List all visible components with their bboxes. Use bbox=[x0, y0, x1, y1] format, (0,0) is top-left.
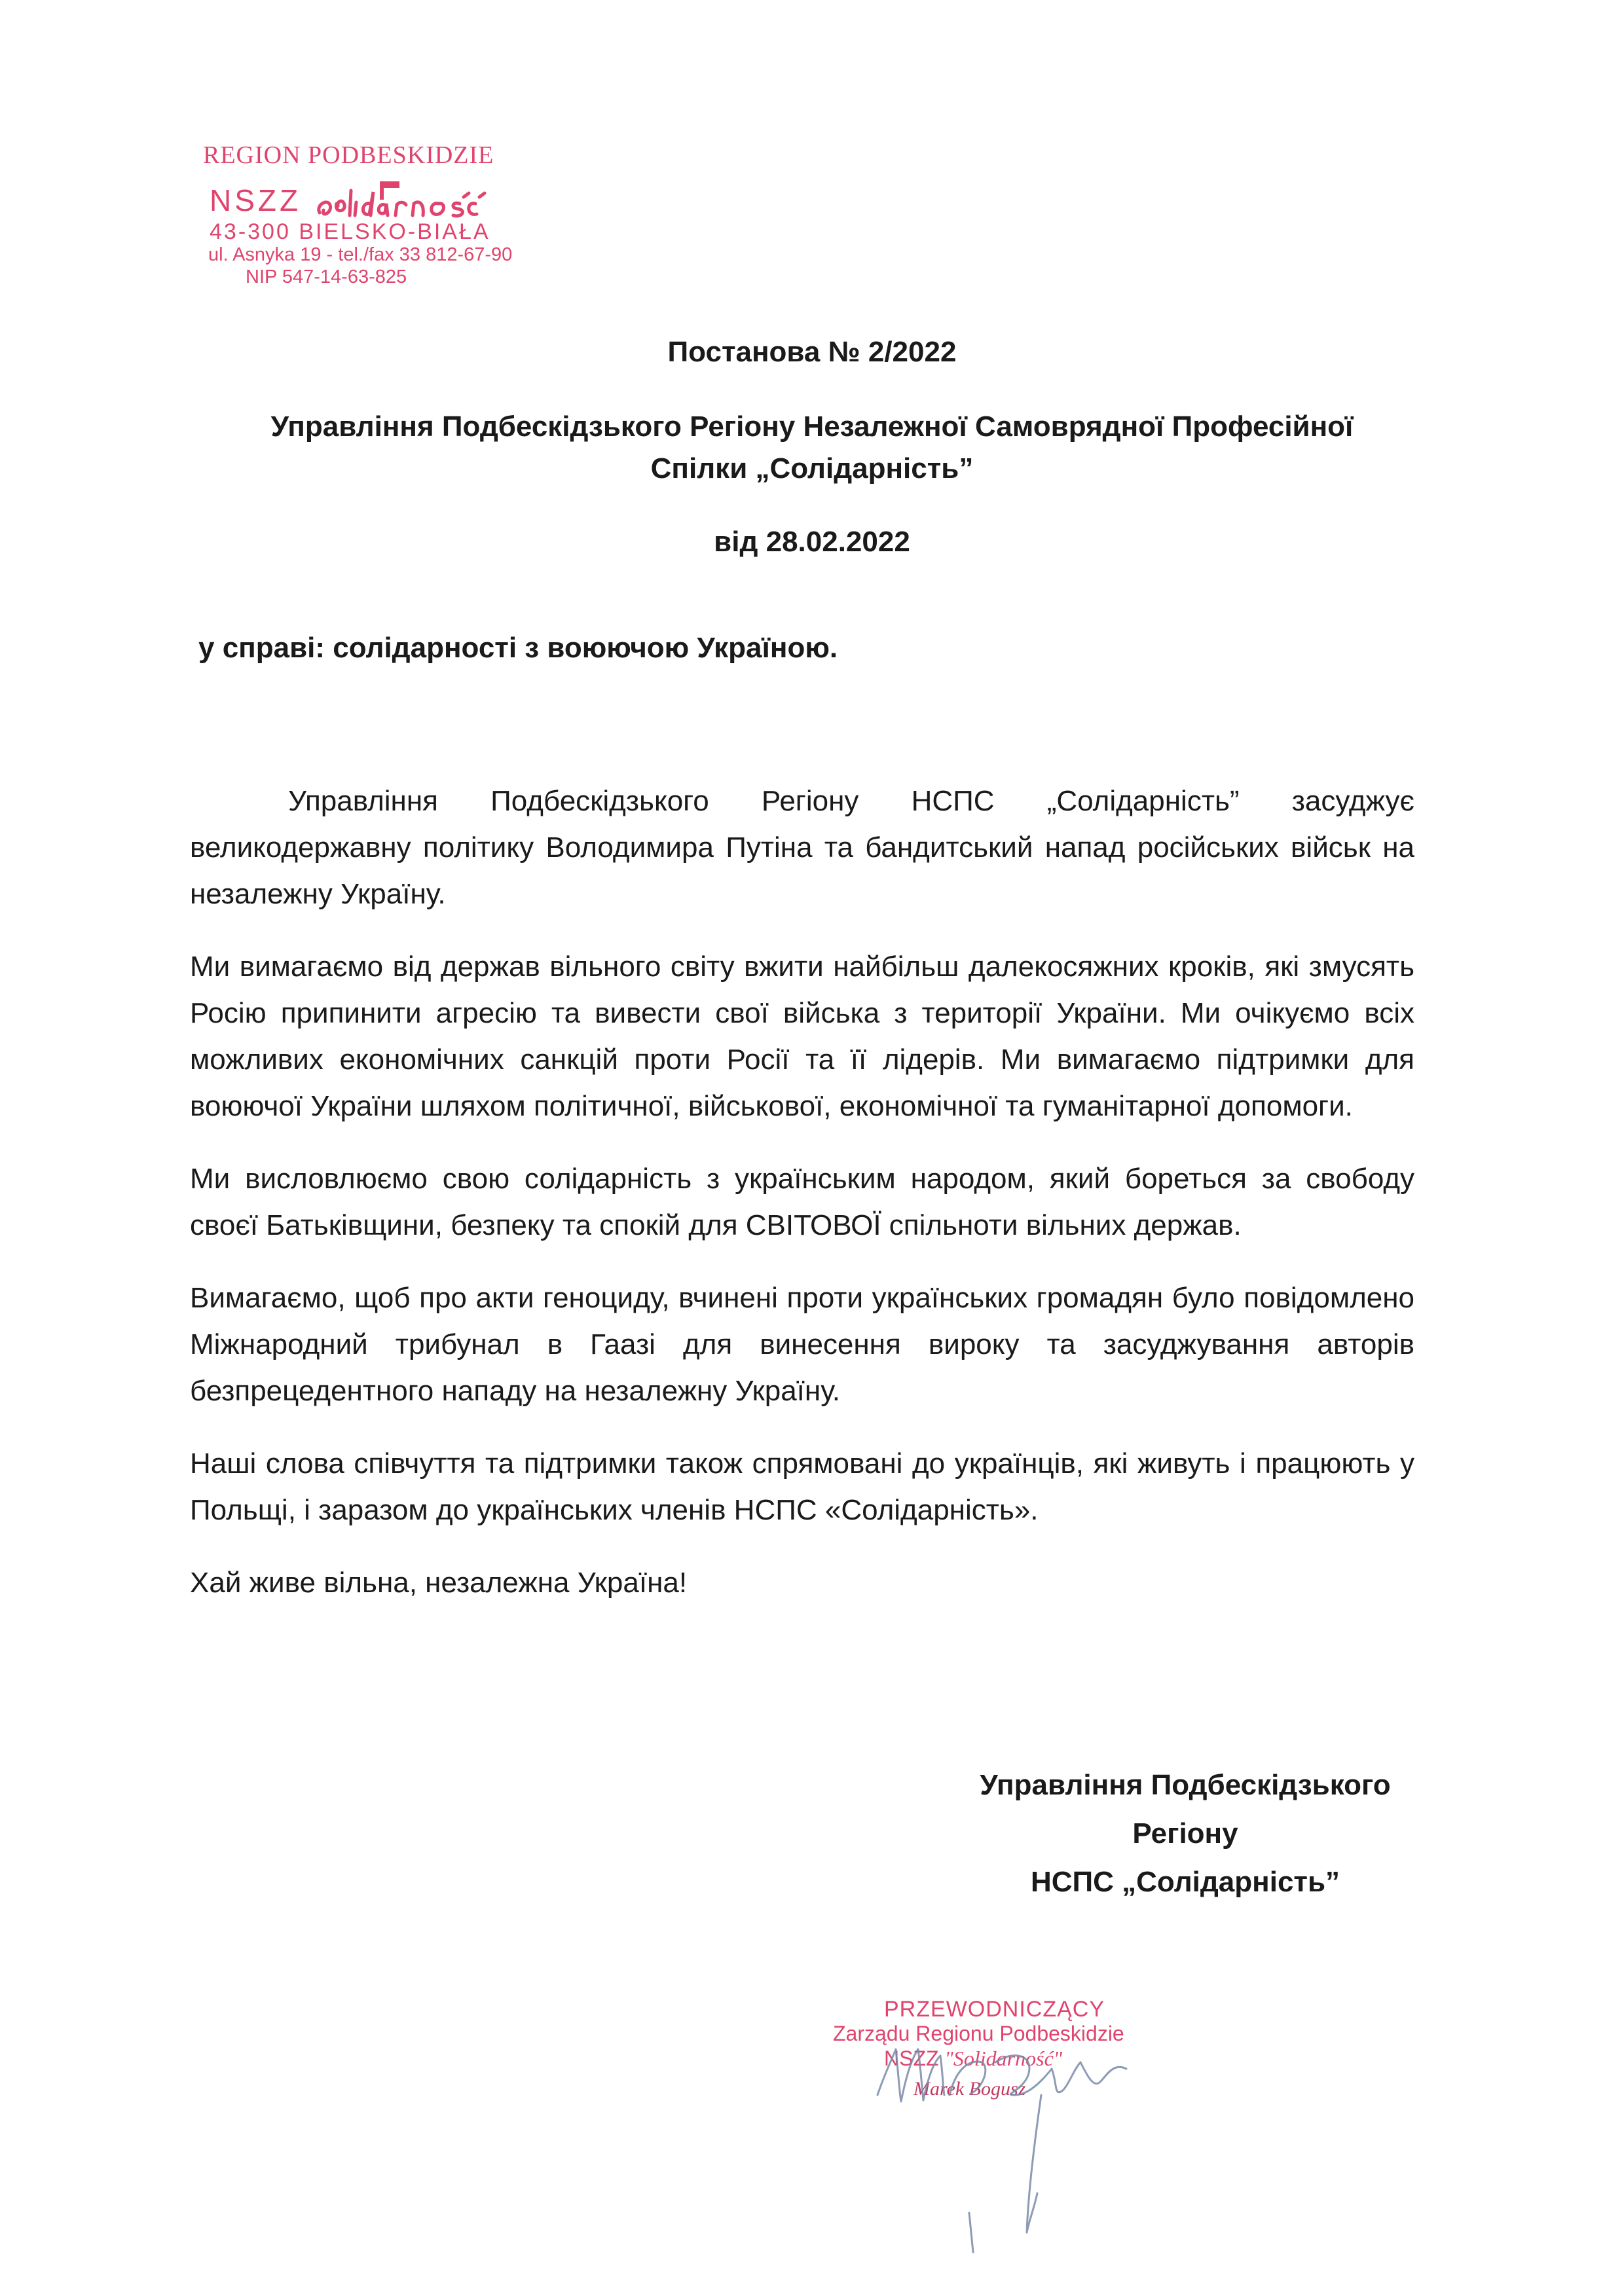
document-body bbox=[190, 778, 1414, 1606]
organization-name-line2: Спілки „Солідарність” bbox=[650, 452, 974, 484]
solidarnosc-logo bbox=[314, 179, 504, 225]
document-subject: у справі: солідарності з воюючою Україною. bbox=[198, 632, 838, 664]
signature-line1: Управління Подбескідзького bbox=[980, 1769, 1391, 1801]
paragraph: Управління Подбескідзького Регіону НСПС „Солідарність” засуджує великодержавну політику Володимира Путіна та бандитський напад російських військ на незалежну Україну. bbox=[190, 785, 1414, 910]
stamp-region: REGION PODBESKIDZIE bbox=[203, 141, 494, 169]
chairman-stamp bbox=[819, 1997, 1225, 2272]
chair-name: Marek Bogusz bbox=[913, 2078, 1026, 2100]
paragraph: Ми вимагаємо від держав вільного світу вжити найбільш далекосяжних кроків, які змусять Росію припинити агресію та вивести свої війська з території України. Ми очікуємо всіх можливих економічних санкцій проти Росії та її лідерів. Ми вимагаємо підтримки для воюючої України шляхом політичної, військової, економічної та гуманітарної допомоги. bbox=[190, 951, 1414, 1122]
paragraph-closing: Хай живе вільна, незалежна Україна! bbox=[190, 1567, 688, 1599]
paragraph: Ми висловлюємо свою солідарність з українським народом, який бореться за свободу своєї Батьківщини, безпеку та спокій для СВІТОВОЇ спільноти вільних держав. bbox=[190, 1163, 1414, 1241]
chair-org: Zarządu Regionu Podbeskidzie bbox=[833, 2022, 1124, 2045]
stamp-nip: NIP 547-14-63-825 bbox=[246, 266, 407, 287]
stamp-city: 43-300 BIELSKO-BIAŁA bbox=[210, 219, 490, 244]
handwritten-signature bbox=[819, 1997, 1225, 2272]
document-header bbox=[190, 333, 1434, 562]
signature-line2: Регіону bbox=[1132, 1817, 1238, 1850]
paragraph: Вимагаємо, щоб про акти геноциду, вчинені проти українських громадян було повідомлено Міжнародний трибунал в Гаазі для винесення вироку та засуджування авторів безпрецедентного нападу на незалежну Україну. bbox=[190, 1282, 1414, 1407]
chair-union-prefix: NSZZ bbox=[884, 2047, 939, 2070]
chair-union-name: "Solidarność" bbox=[944, 2047, 1063, 2070]
stamp-nszz: NSZZ bbox=[210, 183, 302, 217]
signature-block bbox=[904, 1761, 1467, 1906]
signature-line3: НСПС „Солідарність” bbox=[1030, 1866, 1340, 1898]
resolution-date: від 28.02.2022 bbox=[714, 526, 910, 558]
organization-stamp bbox=[196, 141, 563, 291]
chair-title: PRZEWODNICZĄCY bbox=[884, 1997, 1105, 2022]
organization-name-line1: Управління Подбескідзького Регіону Незалежної Самоврядної Професійної bbox=[270, 410, 1354, 443]
stamp-address: ul. Asnyka 19 - tel./fax 33 812-67-90 bbox=[208, 244, 513, 265]
resolution-number: Постанова № 2/2022 bbox=[667, 336, 957, 368]
paragraph: Наші слова співчуття та підтримки також спрямовані до українців, які живуть і працюють у Польщі, і заразом до українських членів НСПС «Солідарність». bbox=[190, 1448, 1414, 1526]
